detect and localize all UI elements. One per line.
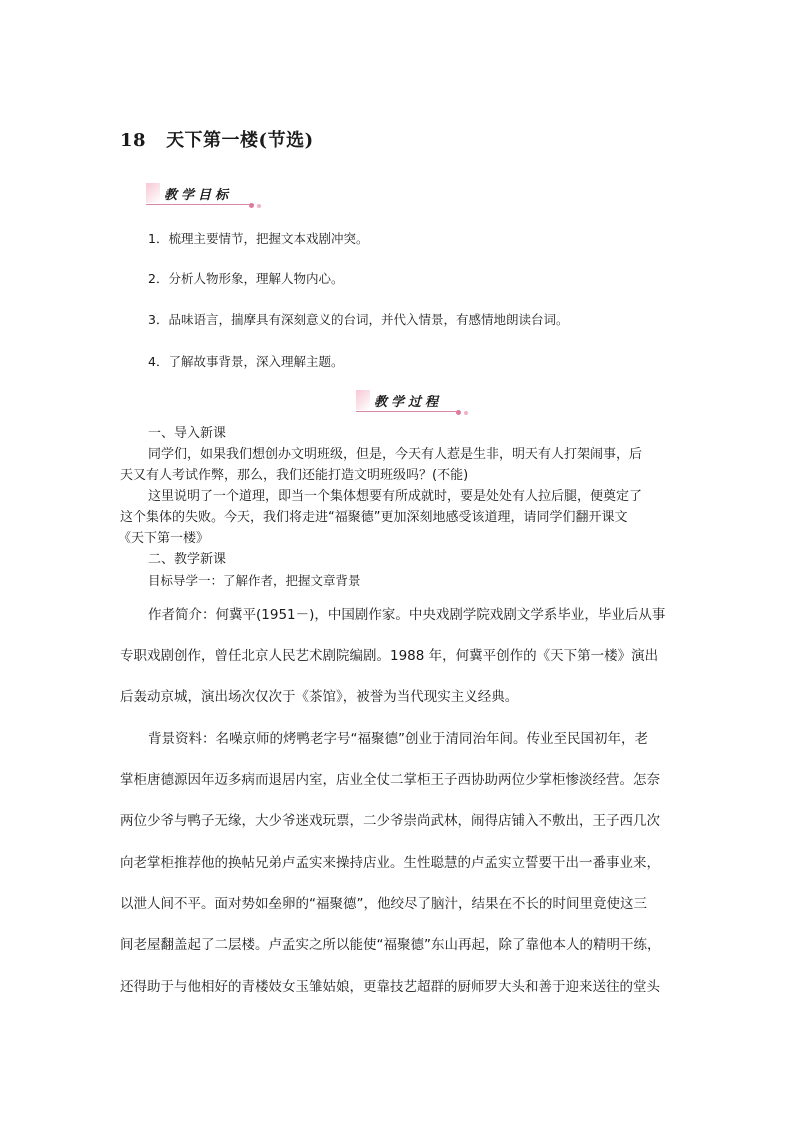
lesson-title-text: 天下第一楼(节选) <box>166 130 314 151</box>
banner-underline <box>146 204 254 205</box>
paragraph-line: 向老掌柜推荐他的换帖兄弟卢孟实来操持店业。生性聪慧的卢孟实立誓要干出一番事业来， <box>120 855 660 871</box>
banner-dot-icon <box>456 410 461 415</box>
objective-item: 1．梳理主要情节，把握文本戏剧冲突。 <box>148 231 369 246</box>
section-label-process: 教学过程 <box>374 394 443 410</box>
paragraph-line: 以泄人间不平。面对势如垒卵的“福聚德”，他绞尽了脑汁，结果在不长的时间里竟使这三 <box>120 896 647 912</box>
lesson-title <box>120 126 314 152</box>
banner-dot-icon <box>464 411 468 415</box>
paragraph-line: 专职戏剧创作，曾任北京人民艺术剧院编剧。1988 年，何冀平创作的《天下第一楼》演出 <box>120 648 659 664</box>
paragraph-line: 天又有人考试作弊，那么，我们还能打造文明班级吗？(不能) <box>120 468 469 483</box>
paragraph-line: 这个集体的失败。今天，我们将走进“福聚德”更加深刻地感受该道理，请同学们翻开课文 <box>120 510 628 525</box>
banner-underline <box>356 411 460 412</box>
paragraph-line: 掌柜唐德源因年迈多病而退居内室，店业全仗二掌柜王子西协助两位少掌柜惨淡经营。怎奈 <box>120 772 660 788</box>
banner-flag-icon <box>356 390 370 410</box>
section-banner-goals <box>146 180 260 206</box>
banner-flag-icon <box>146 183 160 203</box>
banner-dot-icon <box>249 203 254 208</box>
section-heading: 二、教学新课 <box>148 552 227 567</box>
paragraph-line: 作者简介：何冀平(1951－)，中国剧作家。中央戏剧学院戏剧文学系毕业，毕业后从事 <box>148 607 666 623</box>
objective-item: 3．品味语言，揣摩具有深刻意义的台词，并代入情景，有感情地朗读台词。 <box>148 312 569 327</box>
objective-item: 2．分析人物形象，理解人物内心。 <box>148 271 344 286</box>
section-banner-process <box>356 387 466 413</box>
section-label-goals: 教学目标 <box>164 187 233 203</box>
paragraph-line: 后轰动京城，演出场次仅次于《茶馆》，被誉为当代现实主义经典。 <box>120 689 519 705</box>
goal-heading: 目标导学一：了解作者，把握文章背景 <box>148 573 361 588</box>
lesson-number: 18 <box>120 130 147 151</box>
objective-item: 4．了解故事背景，深入理解主题。 <box>148 354 344 369</box>
paragraph-line: 《天下第一楼》 <box>118 531 210 546</box>
paragraph-line: 还得助于与他相好的青楼妓女玉雏姑娘，更靠技艺超群的厨师罗大头和善于迎来送往的堂头 <box>120 979 660 995</box>
paragraph-line: 间老屋翻盖起了二层楼。卢孟实之所以能使“福聚德”东山再起，除了靠他本人的精明干练， <box>120 937 661 953</box>
paragraph-line: 两位少爷与鸭子无缘，大少爷迷戏玩票，二少爷崇尚武林，闹得店铺入不敷出，王子西几次 <box>120 813 660 829</box>
section-heading: 一、导入新课 <box>148 426 227 441</box>
paragraph-line: 同学们，如果我们想创办文明班级，但是，今天有人惹是生非，明天有人打架闹事，后 <box>148 447 643 462</box>
banner-dot-icon <box>257 204 261 208</box>
paragraph-line: 背景资料：名噪京师的烤鸭老字号“福聚德”创业于清同治年间。传业至民国初年，老 <box>148 731 648 747</box>
paragraph-line: 这里说明了一个道理，即当一个集体想要有所成就时，要是处处有人拉后腿，便奠定了 <box>148 489 643 504</box>
